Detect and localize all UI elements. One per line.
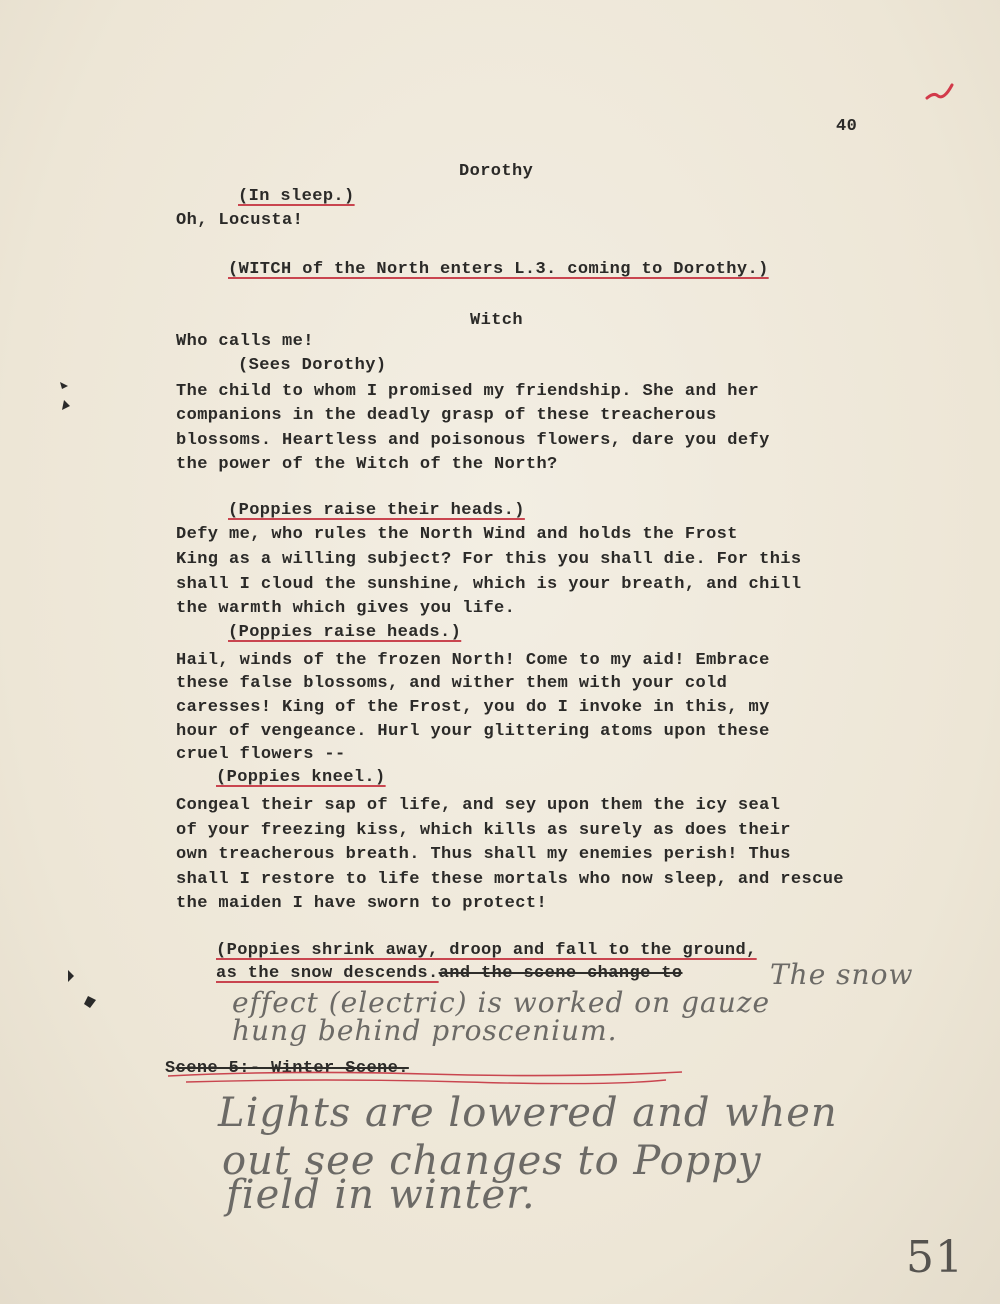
stage-direction-poppies-raise-heads: (Poppies raise heads.) [228, 623, 462, 642]
handwritten-note-line: effect (electric) is worked on gauze [232, 986, 771, 1019]
speech-line: caresses! King of the Frost, you do I invoke in this, my [176, 698, 770, 717]
speech-line: shall I restore to life these mortals who now sleep, and rescue [176, 870, 844, 889]
handwritten-page-number: 51 [906, 1232, 964, 1283]
struck-scene-change-text: and the scene change to [438, 964, 683, 983]
stage-direction-poppies-kneel: (Poppies kneel.) [216, 768, 386, 787]
speech-line: shall I cloud the sunshine, which is your breath, and chill [176, 575, 802, 594]
snow-descends-text: as the snow descends. [216, 964, 439, 983]
speech-line: Congeal their sap of life, and sey upon them the icy seal [176, 796, 781, 815]
speech-line: Hail, winds of the frozen North! Come to my aid! Embrace [176, 651, 770, 670]
page-number: 40 [836, 117, 858, 136]
scene-heading-first-letter: S [165, 1059, 176, 1078]
stage-direction-witch-enters: (WITCH of the North enters L.3. coming to Dorothy.) [228, 260, 769, 279]
speech-line: King as a willing subject? For this you shall die. For this [176, 550, 802, 569]
binder-hole-mark-upper [54, 376, 78, 416]
handwritten-note-line: Lights are lowered and when [218, 1090, 838, 1136]
speech-line: cruel flowers -- [176, 745, 346, 764]
speech-line: of your freezing kiss, which kills as surely as does their [176, 821, 791, 840]
binder-hole-mark-lower [62, 966, 102, 1014]
speech-line: companions in the deadly grasp of these treacherous [176, 406, 717, 425]
stage-direction-poppies-raise-their-heads: (Poppies raise their heads.) [228, 501, 525, 520]
handwritten-note-line: The snow [770, 958, 914, 991]
speech-line: blossoms. Heartless and poisonous flowers, dare you defy [176, 431, 770, 450]
stage-direction-sees-dorothy: (Sees Dorothy) [238, 356, 387, 375]
speech-line: The child to whom I promised my friendship. She and her [176, 382, 760, 401]
speaker-witch: Witch [470, 311, 524, 330]
line-oh-locusta: Oh, Locusta! [176, 211, 304, 230]
speech-line: these false blossoms, and wither them with your cold [176, 674, 728, 693]
stage-direction-in-sleep: (In sleep.) [238, 187, 355, 206]
scene-heading-struck-text: cene 5:- Winter Scene. [175, 1059, 409, 1078]
handwritten-note-line: out see changes to Poppy [222, 1138, 762, 1184]
speech-line: the power of the Witch of the North? [176, 455, 558, 474]
stage-direction-poppies-shrink: (Poppies shrink away, droop and fall to the ground, [216, 941, 757, 960]
line-who-calls: Who calls me! [176, 332, 314, 351]
speaker-dorothy: Dorothy [459, 162, 534, 181]
speech-line: hour of vengeance. Hurl your glittering atoms upon these [176, 722, 770, 741]
speech-line: Defy me, who rules the North Wind and holds the Frost [176, 525, 738, 544]
handwritten-note-line: field in winter. [226, 1172, 536, 1218]
stage-direction-snow-line [216, 963, 682, 985]
speech-line: the maiden I have sworn to protect! [176, 894, 548, 913]
red-underline-scene [166, 1066, 686, 1086]
handwritten-note-line: hung behind proscenium. [232, 1014, 618, 1047]
red-pencil-mark [924, 82, 956, 106]
speech-line: own treacherous breath. Thus shall my enemies perish! Thus [176, 845, 791, 864]
speech-line: the warmth which gives you life. [176, 599, 516, 618]
